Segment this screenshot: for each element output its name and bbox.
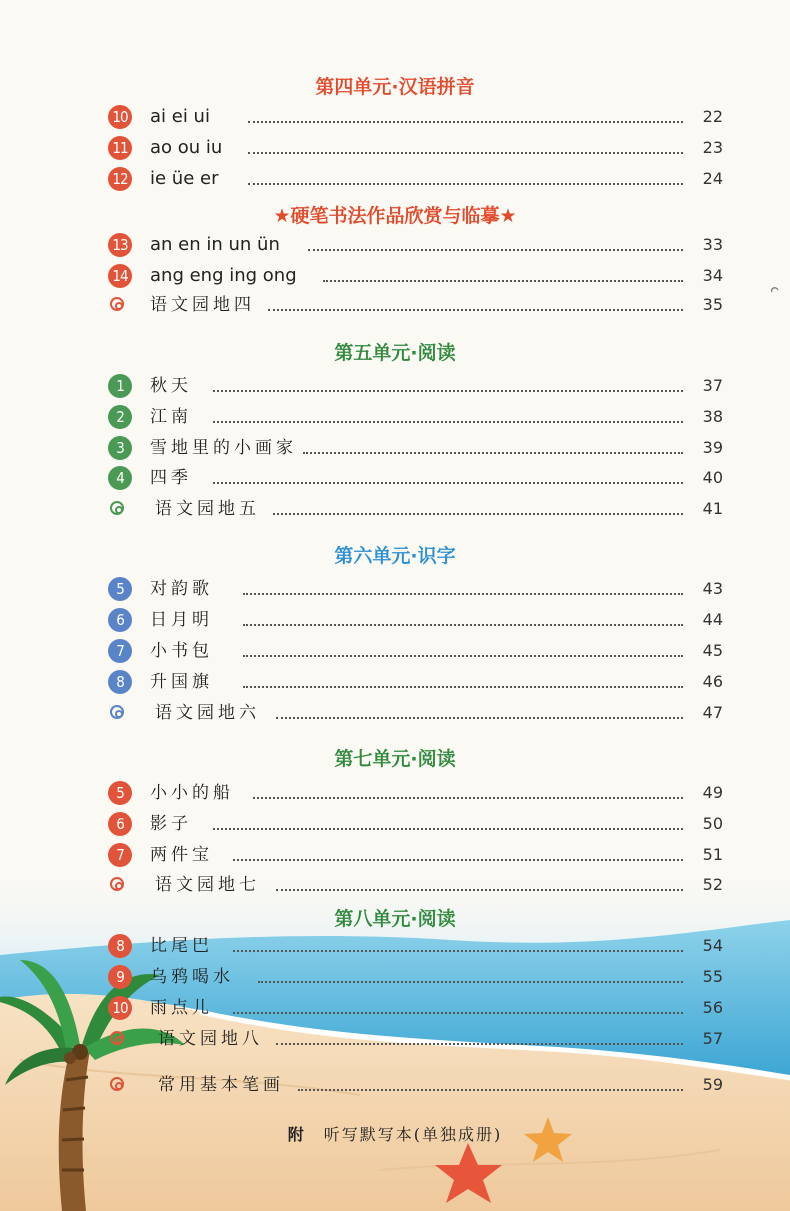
- lesson-title: 语文园地八: [158, 1029, 263, 1049]
- toc-entry[interactable]: [108, 576, 723, 602]
- lesson-title: 升国旗: [150, 672, 213, 692]
- lesson-title: 两件宝: [150, 845, 213, 865]
- appendix-text: 听写默写本(单独成册): [323, 1125, 503, 1144]
- lesson-number-badge: 8: [108, 934, 132, 958]
- toc-entry[interactable]: [108, 104, 723, 130]
- leader-dots: [323, 280, 683, 282]
- toc-entry[interactable]: [108, 872, 723, 898]
- leader-dots: [233, 950, 683, 952]
- leader-dots: [248, 121, 683, 123]
- page-number: 54: [702, 936, 723, 955]
- lesson-number-badge: 14: [108, 264, 132, 288]
- leader-dots: [248, 152, 683, 154]
- lesson-number-badge: 6: [108, 812, 132, 836]
- leader-dots: [276, 1043, 683, 1045]
- page-number: 46: [702, 672, 723, 691]
- bullseye-icon: [110, 877, 124, 891]
- page-number: 35: [702, 295, 723, 314]
- lesson-number-badge: 10: [108, 996, 132, 1020]
- section-title-unit7: 第七单元·阅读: [334, 748, 456, 770]
- leader-dots: [276, 889, 683, 891]
- lesson-number-badge: 7: [108, 639, 132, 663]
- leader-dots: [243, 655, 683, 657]
- toc-entry[interactable]: [108, 638, 723, 664]
- lesson-title: 小书包: [150, 641, 213, 661]
- leader-dots: [213, 390, 683, 392]
- toc-entry[interactable]: [108, 435, 723, 461]
- lesson-number-badge: 7: [108, 843, 132, 867]
- toc-entry[interactable]: [108, 842, 723, 868]
- toc-entry[interactable]: [108, 964, 723, 990]
- lesson-number-badge: 4: [108, 466, 132, 490]
- toc-entry[interactable]: [108, 700, 723, 726]
- leader-dots: [233, 1012, 683, 1014]
- lesson-number-badge: 9: [108, 965, 132, 989]
- toc-entry[interactable]: [108, 263, 723, 289]
- toc-entry[interactable]: [108, 465, 723, 491]
- leader-dots: [233, 859, 683, 861]
- page-number: 51: [702, 845, 723, 864]
- section-title-calligraphy: ★硬笔书法作品欣赏与临摹★: [273, 205, 517, 227]
- appendix-note: [0, 1122, 790, 1145]
- page-number: 23: [702, 138, 723, 157]
- lesson-number-badge: 5: [108, 577, 132, 601]
- section-title-unit6: 第六单元·识字: [334, 545, 456, 567]
- leader-dots: [258, 981, 683, 983]
- leader-dots: [213, 482, 683, 484]
- lesson-title: 影子: [150, 814, 192, 834]
- section-title-unit4: 第四单元·汉语拼音: [315, 76, 475, 98]
- page-number: 37: [702, 376, 723, 395]
- lesson-number-badge: 1: [108, 374, 132, 398]
- page-number: 59: [702, 1075, 723, 1094]
- page-number: 38: [702, 407, 723, 426]
- lesson-number-badge: 8: [108, 670, 132, 694]
- page-number: 45: [702, 641, 723, 660]
- lesson-number-badge: 12: [108, 167, 132, 191]
- lesson-title: 语文园地七: [155, 875, 260, 895]
- toc-entry[interactable]: [108, 496, 723, 522]
- lesson-number-badge: 5: [108, 781, 132, 805]
- leader-dots: [276, 717, 683, 719]
- toc-entry[interactable]: [108, 373, 723, 399]
- lesson-title: ao ou iu: [150, 137, 223, 158]
- bullseye-icon: [110, 1031, 124, 1045]
- leader-dots: [253, 797, 683, 799]
- lesson-title: 雨点儿: [150, 998, 213, 1018]
- leader-dots: [243, 686, 683, 688]
- leader-dots: [303, 452, 683, 454]
- section-title-unit5: 第五单元·阅读: [334, 342, 456, 364]
- page-number: 34: [702, 266, 723, 285]
- lesson-title: ai ei ui: [150, 106, 210, 127]
- page-number: 49: [702, 783, 723, 802]
- leader-dots: [308, 249, 683, 251]
- lesson-title: 秋天: [150, 376, 192, 396]
- leader-dots: [243, 593, 683, 595]
- section-title-unit8: 第八单元·阅读: [334, 908, 456, 930]
- lesson-number-badge: 11: [108, 136, 132, 160]
- toc-entry[interactable]: [108, 292, 723, 318]
- toc-entry[interactable]: [108, 995, 723, 1021]
- page-number: 39: [702, 438, 723, 457]
- lesson-number-badge: 13: [108, 233, 132, 257]
- page-number: 41: [702, 499, 723, 518]
- lesson-title: 语文园地四: [150, 295, 255, 315]
- page-number: 56: [702, 998, 723, 1017]
- lesson-number-badge: 3: [108, 436, 132, 460]
- page-number: 24: [702, 169, 723, 188]
- bullseye-icon: [110, 297, 124, 311]
- lesson-title: 乌鸦喝水: [150, 967, 234, 987]
- toc-entry[interactable]: [108, 404, 723, 430]
- lesson-title: ie üe er: [150, 168, 219, 189]
- leader-dots: [298, 1089, 683, 1091]
- lesson-title: 四季: [150, 468, 192, 488]
- toc-entry[interactable]: [108, 780, 723, 806]
- page-number: 50: [702, 814, 723, 833]
- page-number: 43: [702, 579, 723, 598]
- toc-entry[interactable]: [108, 669, 723, 695]
- bullseye-icon: [110, 705, 124, 719]
- lesson-title: 常用基本笔画: [158, 1075, 284, 1095]
- toc-entry[interactable]: [108, 933, 723, 959]
- appendix-prefix: 附: [287, 1125, 306, 1144]
- leader-dots: [213, 828, 683, 830]
- toc-entry[interactable]: [108, 166, 723, 192]
- lesson-title: 小小的船: [150, 783, 234, 803]
- lesson-number-badge: 2: [108, 405, 132, 429]
- leader-dots: [273, 513, 683, 515]
- bullseye-icon: [110, 501, 124, 515]
- toc-entry[interactable]: [108, 811, 723, 837]
- page-number: 47: [702, 703, 723, 722]
- lesson-title: ang eng ing ong: [150, 265, 297, 286]
- bullseye-icon: [110, 1077, 124, 1091]
- page-number: 55: [702, 967, 723, 986]
- leader-dots: [213, 421, 683, 423]
- leader-dots: [268, 309, 683, 311]
- lesson-title: 江南: [150, 407, 192, 427]
- toc-entry[interactable]: [108, 135, 723, 161]
- lesson-title: 语文园地五: [155, 499, 260, 519]
- lesson-number-badge: 10: [108, 105, 132, 129]
- toc-entry[interactable]: [108, 607, 723, 633]
- page-number: 22: [702, 107, 723, 126]
- lesson-title: 语文园地六: [155, 703, 260, 723]
- leader-dots: [248, 183, 683, 185]
- page-number: 40: [702, 468, 723, 487]
- lesson-title: 日月明: [150, 610, 213, 630]
- toc-entry[interactable]: [108, 232, 723, 258]
- page-number: 33: [702, 235, 723, 254]
- lesson-title: an en in un ün: [150, 234, 280, 255]
- toc-entry[interactable]: [108, 1026, 723, 1052]
- lesson-title: 雪地里的小画家: [150, 438, 297, 458]
- page-number: 52: [702, 875, 723, 894]
- lesson-title: 对韵歌: [150, 579, 213, 599]
- page-number: 44: [702, 610, 723, 629]
- lesson-number-badge: 6: [108, 608, 132, 632]
- lesson-title: 比尾巴: [150, 936, 213, 956]
- page-number: 57: [702, 1029, 723, 1048]
- toc-entry[interactable]: [108, 1072, 723, 1098]
- leader-dots: [243, 624, 683, 626]
